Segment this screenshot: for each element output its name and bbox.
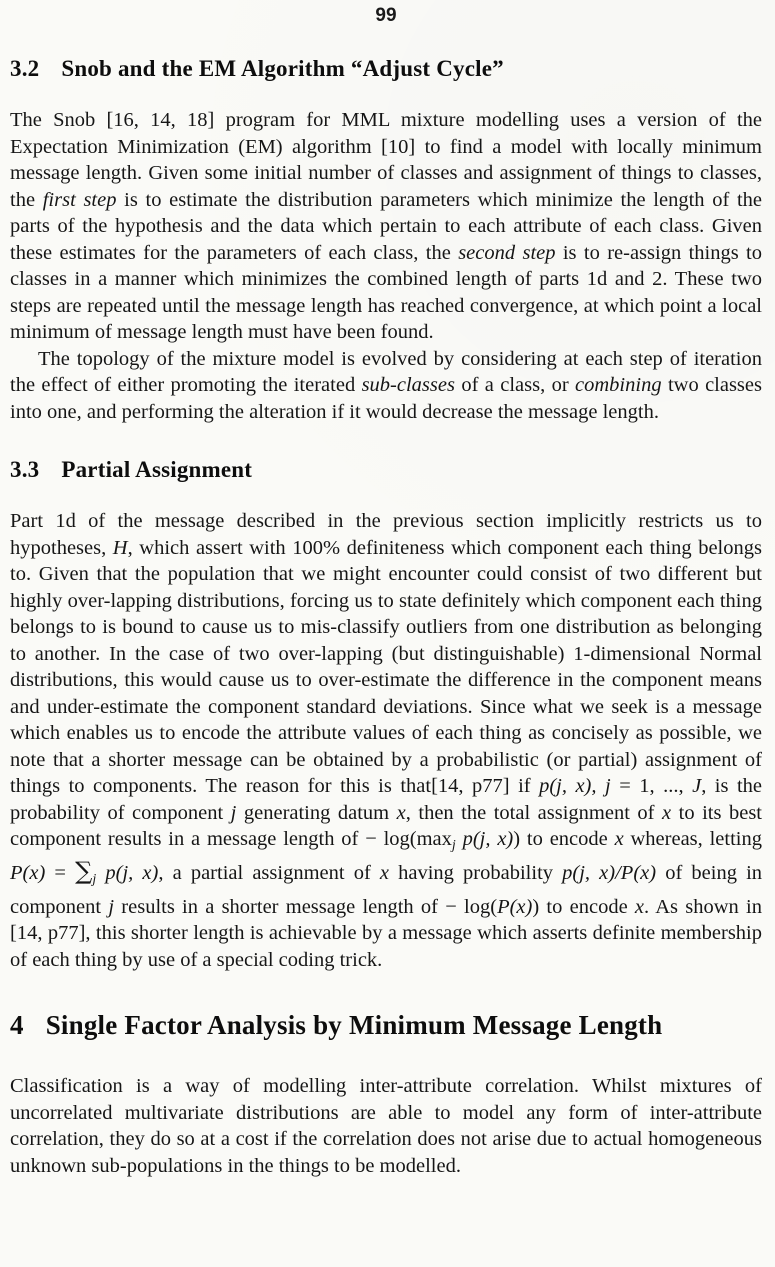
section-number: 3.2: [10, 56, 40, 81]
text-run: x: [614, 828, 624, 850]
text-run: j: [451, 837, 456, 853]
text-run: ) to encode: [532, 895, 635, 918]
text-run: J: [692, 775, 702, 797]
section-heading-4: [10, 1007, 762, 1043]
text-run: combining: [575, 374, 662, 396]
text-run: sub-classes: [361, 374, 455, 396]
text-run: two classes into one, and performing the alteration if it would decrease the message length.: [10, 374, 762, 423]
text-run: The Snob [16, 14, 18] program for MML mixture modelling uses a version of the Expectation Minimization (EM) algorithm [10] to find a model with locally minimum message length. Given some initial number of classes and assignment of things to classes, the: [10, 109, 762, 211]
text-run: P(x): [10, 862, 46, 885]
section-number: 4: [10, 1010, 24, 1041]
section-heading-3-2: [10, 54, 762, 84]
paragraph-classification: [10, 1073, 762, 1179]
text-run: second step: [458, 241, 556, 264]
text-run: first step: [42, 188, 117, 211]
text-run: p(j, x)/P(x): [562, 862, 657, 885]
text-run: p(j, x): [105, 862, 159, 885]
text-run: H: [112, 536, 128, 559]
text-run: =: [45, 862, 76, 885]
text-run: x: [379, 862, 390, 885]
section-title: Single Factor Analysis by Minimum Message Length: [45, 1010, 663, 1041]
text-run: p(j, x): [462, 828, 514, 850]
text-run: x: [396, 801, 406, 824]
text-run: = 1, ...,: [610, 775, 693, 797]
text-run: P(x): [497, 895, 533, 918]
section-heading-3-3: [10, 455, 762, 485]
text-run: results in a shorter message length of − log(: [114, 895, 498, 918]
paragraph-snob-em: [10, 107, 762, 346]
summation-symbol: ∑: [75, 857, 93, 886]
text-run: The topology of the mixture model is evolved by considering at each step of iteration the effect of either promoting the iterated: [10, 347, 762, 396]
text-run: , is the probability of component: [10, 775, 762, 824]
text-run: to its best component results in a message length of − log(max: [10, 801, 763, 850]
text-run: Classification is a way of modelling inter-attribute correlation. Whilst mixtures of uncorrelated multivariate distributions are able to model any form of inter-attribute correlation, they do so at a cost if the correlation does not arise due to actual homogeneous unknown sub-populations in the things to be modelled.: [10, 1075, 762, 1177]
paragraph-topology: [10, 346, 762, 426]
text-run: ) to encode: [513, 828, 615, 850]
paragraph-partial-assignment: [10, 508, 762, 973]
text-run: [456, 828, 463, 850]
text-run: , then the total assignment of: [405, 801, 663, 824]
text-run: . As shown in [14, p77], this shorter length is achievable by a message which asserts definite membership of each thing by use of a special coding trick.: [10, 895, 762, 971]
text-run: p(j, x), j: [539, 775, 611, 797]
text-run: j: [92, 872, 97, 888]
text-run: x: [662, 801, 672, 824]
text-run: is to re-assign things to classes in a manner which minimizes the combined length of parts 1d and 2. These two steps are repeated until the message length has reached convergence, at which point a local minimum of message length must have been found.: [10, 241, 762, 343]
section-title: Snob and the EM Algorithm “Adjust Cycle”: [61, 56, 504, 81]
text-run: , which assert with 100% definiteness which component each thing belongs to. Given that the population that we might encounter could consist of two different but highly over-lapping distributions, forcing us to state definitely which component each thing belongs to is bound to cause us to mis-classify outliers from one distribution as belonging to another. In the case of two over-lapping (but distinguishable) 1-dimensional Normal distributions, this would cause us to over-estimate the difference in the component means and under-estimate the component standard deviations. Since what we seek is a message which enables us to encode the attribute values of each thing as concisely as possible, we note that a shorter message can be obtained by a probabilistic (or partial) assignment of things to components. The reason for this is that[14, p77] if: [10, 536, 762, 797]
text-run: Part 1d of the message described in the previous section implicitly restricts us to hypotheses,: [10, 510, 762, 559]
text-run: having probability: [389, 862, 563, 885]
text-run: of a class, or: [454, 374, 576, 396]
text-run: x: [634, 895, 645, 918]
section-number: 3.3: [10, 457, 40, 482]
text-run: whereas, letting: [623, 828, 762, 850]
text-run: generating datum: [236, 801, 397, 824]
text-run: is to estimate the distribution parameters which minimize the length of the parts of the hypothesis and the data which pertain to each attribute of each class. Given these estimates for the parameters of each class, the: [10, 188, 762, 264]
page-number: 99: [375, 5, 397, 26]
text-run: j: [230, 801, 237, 824]
text-run: , a partial assignment of: [158, 862, 380, 885]
section-title: Partial Assignment: [61, 457, 253, 482]
text-run: of being in component: [10, 862, 763, 918]
text-run: j: [108, 895, 115, 918]
